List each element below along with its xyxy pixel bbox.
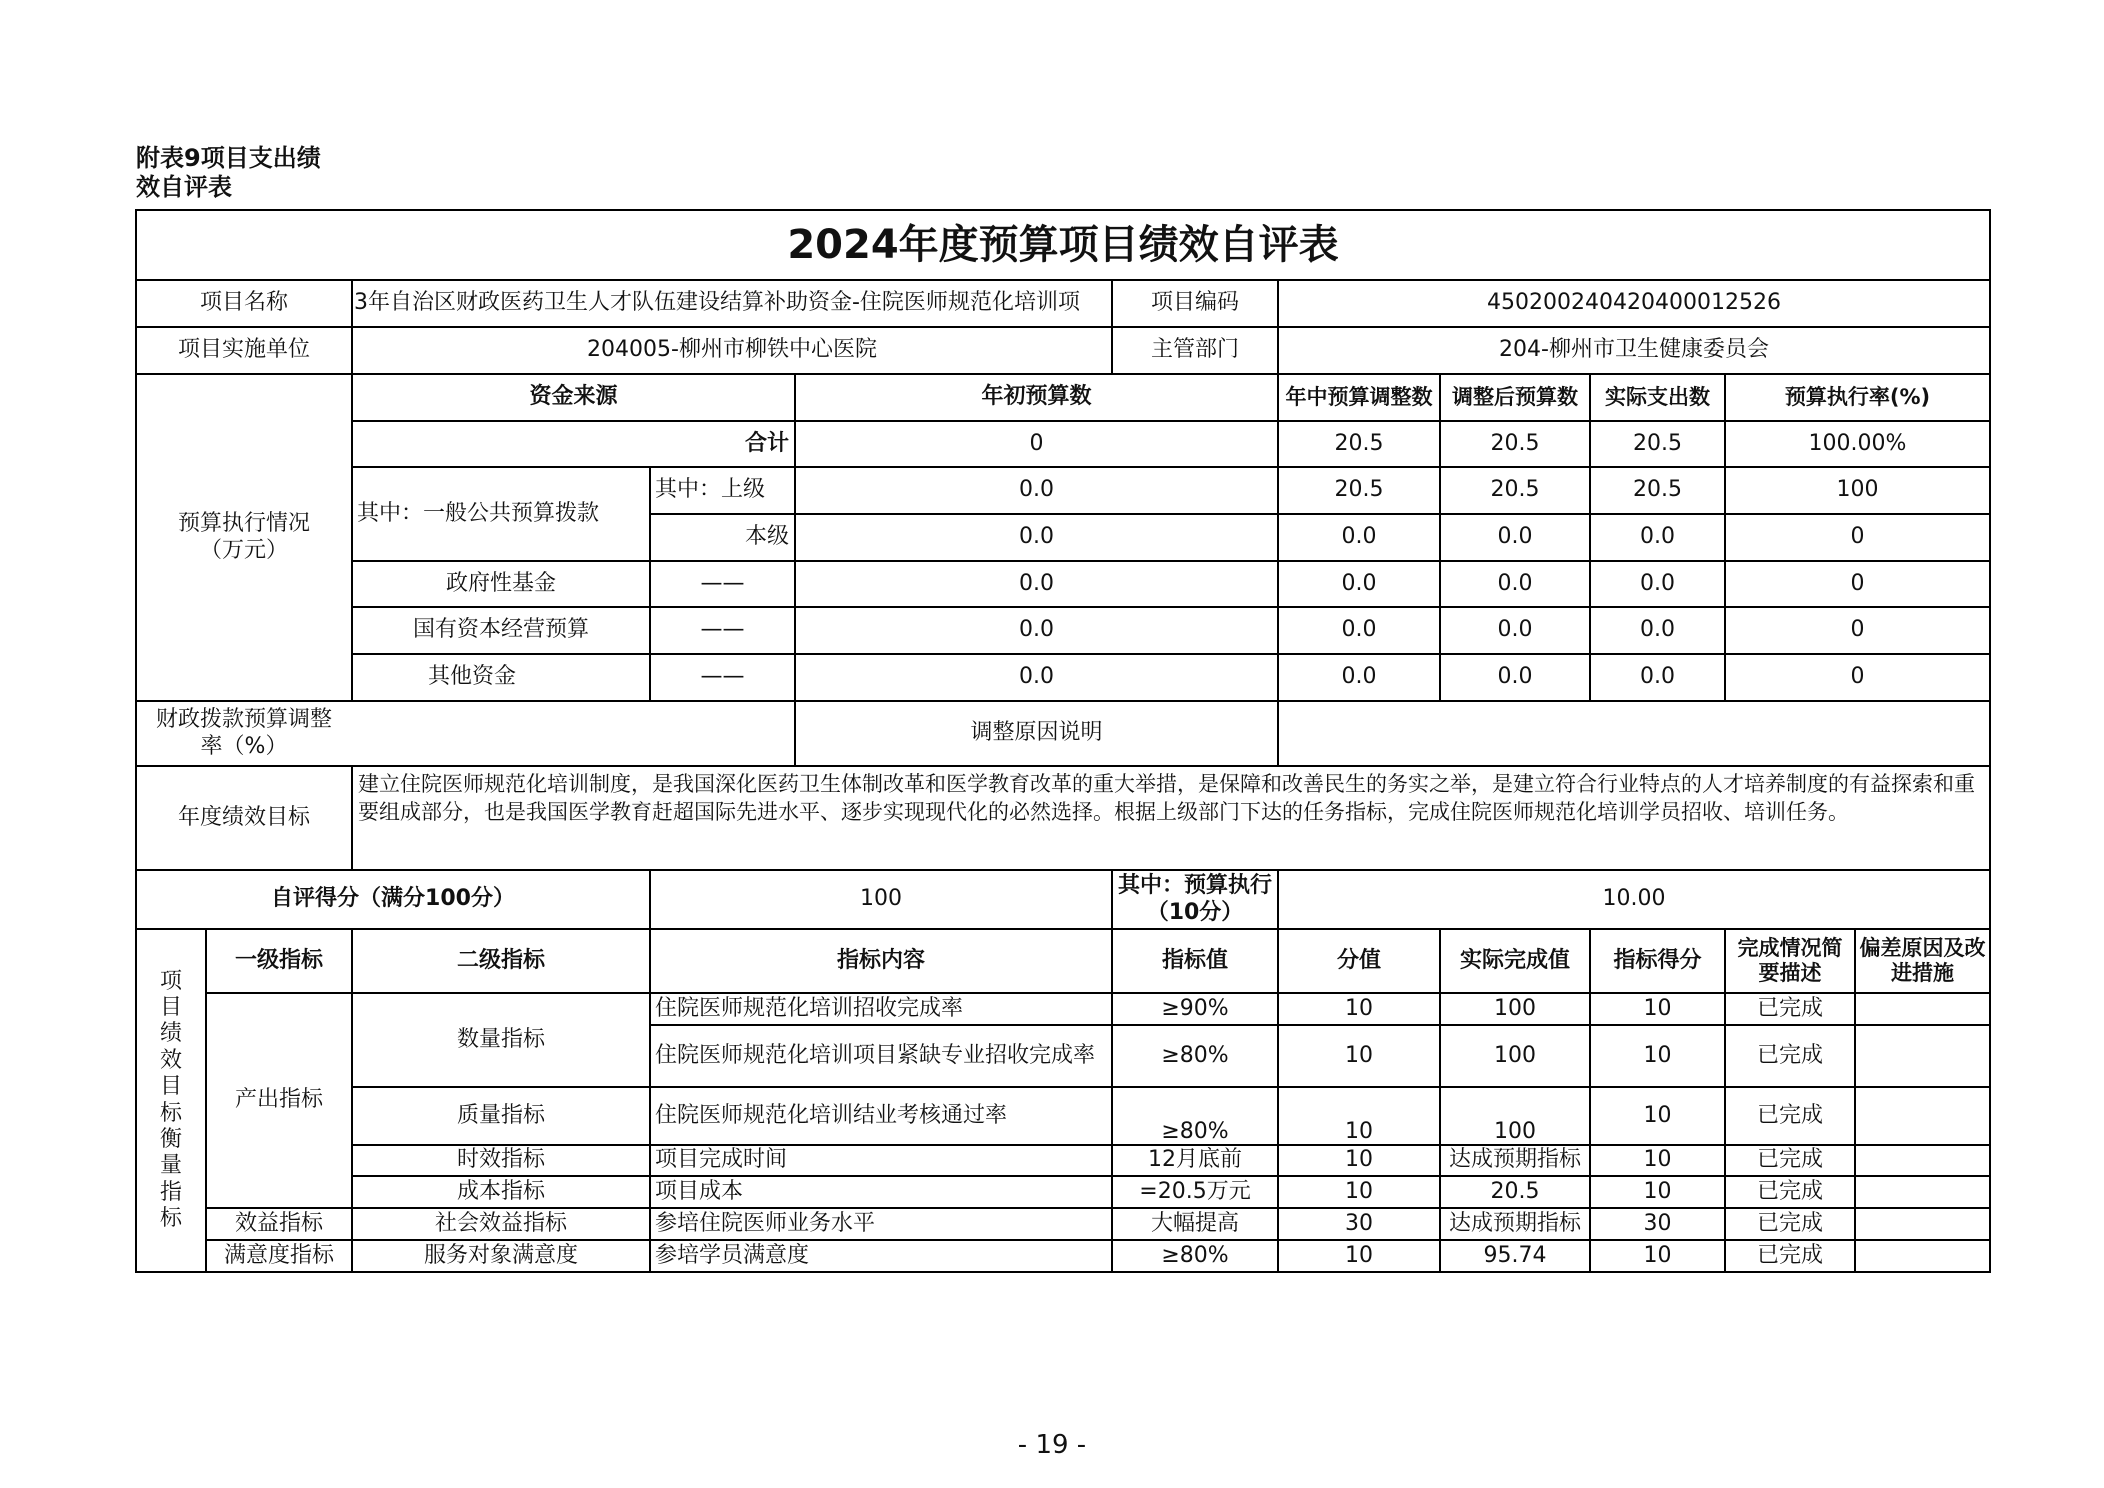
soe-after: 0.0 xyxy=(1497,617,1533,643)
ind-header-target: 指标值 xyxy=(1161,947,1228,973)
header-actual: 实际支出数 xyxy=(1605,384,1710,409)
dept-value: 204-柳州市卫生健康委员会 xyxy=(1499,337,1769,363)
ind-row-status: 已完成 xyxy=(1756,1210,1823,1236)
project-name-value: 3年自治区财政医药卫生人才队伍建设结算补助资金-住院医师规范化培训项 xyxy=(354,290,1080,316)
ind-row-status: 已完成 xyxy=(1756,1102,1823,1128)
ind-row-level2: 社会效益指标 xyxy=(434,1210,567,1236)
header-rate: 预算执行率(%) xyxy=(1784,384,1931,409)
ind-row-actual: 100 xyxy=(1494,1118,1536,1144)
ind-row-actual: 95.74 xyxy=(1483,1242,1547,1268)
ind-row-deviation xyxy=(1855,1145,1990,1176)
ind-row-content: 住院医师规范化培训招收完成率 xyxy=(655,995,964,1021)
unit-label: 项目实施单位 xyxy=(177,337,310,363)
other-dash: —— xyxy=(700,664,745,690)
gov-fund-initial: 0.0 xyxy=(1019,570,1054,596)
local-actual: 0.0 xyxy=(1640,524,1675,550)
soe-actual: 0.0 xyxy=(1640,617,1675,643)
project-code-value: 450200240420400012526 xyxy=(1487,290,1781,316)
gov-fund-mid: 0.0 xyxy=(1341,570,1377,596)
ind-row-actual: 100 xyxy=(1494,995,1536,1021)
ind-header-status: 完成情况简要描述 xyxy=(1737,935,1843,985)
local-initial: 0.0 xyxy=(1019,524,1054,550)
header-after-adjust: 调整后预算数 xyxy=(1452,384,1578,409)
ind-row-score: 10 xyxy=(1643,1242,1672,1268)
ind-row-level2: 成本指标 xyxy=(456,1178,545,1204)
local-after: 0.0 xyxy=(1497,524,1533,550)
ind-row-content: 参培住院医师业务水平 xyxy=(655,1210,876,1236)
ind-row-actual: 100 xyxy=(1494,1042,1536,1068)
gov-fund-label: 政府性基金 xyxy=(445,570,556,596)
ind-row-weight: 30 xyxy=(1345,1210,1373,1236)
ind-row-actual: 达成预期指标 xyxy=(1448,1147,1581,1173)
soe-label: 国有资本经营预算 xyxy=(412,617,589,643)
budget-section-label xyxy=(136,374,352,701)
soe-mid: 0.0 xyxy=(1341,617,1377,643)
ind-header-level2: 二级指标 xyxy=(456,947,545,973)
adjust-reason-value xyxy=(1278,701,1990,766)
local-label: 本级 xyxy=(744,524,789,550)
ind-row-status: 已完成 xyxy=(1756,1242,1823,1268)
ind-row-weight: 10 xyxy=(1345,1118,1373,1144)
score-label: 自评得分（满分100分） xyxy=(271,886,515,912)
ind-row-weight: 10 xyxy=(1345,995,1373,1021)
ind-header-deviation: 偏差原因及改进措施 xyxy=(1859,935,1986,985)
ind-row-score: 10 xyxy=(1643,995,1672,1021)
ind-row-actual: 达成预期指标 xyxy=(1448,1210,1581,1236)
ind-row-level1: 满意度指标 xyxy=(223,1242,334,1268)
ind-row-target: ≥80% xyxy=(1161,1042,1229,1068)
page-number: - 19 - xyxy=(1017,1430,1087,1460)
unit-value: 204005-柳州市柳铁中心医院 xyxy=(587,337,877,363)
upper-actual: 20.5 xyxy=(1633,477,1682,503)
ind-row-content: 项目成本 xyxy=(655,1178,744,1204)
goal-label: 年度绩效目标 xyxy=(177,804,310,830)
attachment-title-line1: 附表9项目支出绩 xyxy=(136,144,321,172)
upper-initial: 0.0 xyxy=(1019,477,1054,503)
attachment-title-line2: 效自评表 xyxy=(136,173,232,201)
ind-row-content: 项目完成时间 xyxy=(655,1147,788,1173)
ind-row-target: ≥80% xyxy=(1161,1242,1229,1268)
ind-header-level1: 一级指标 xyxy=(234,947,323,973)
score-budget-label: 其中：预算执行（10分） xyxy=(1118,873,1273,925)
ind-row-status: 已完成 xyxy=(1756,995,1823,1021)
indicators-side-label: 项目绩效目标衡量指标 xyxy=(159,968,182,1232)
ind-row-target: =20.5万元 xyxy=(1139,1178,1251,1204)
ind-row-content: 参培学员满意度 xyxy=(655,1242,810,1268)
ind-row-weight: 10 xyxy=(1345,1042,1373,1068)
budget-section-label-line2: （万元） xyxy=(199,537,288,563)
adjust-rate-value xyxy=(352,701,795,766)
ind-row-level1: 效益指标 xyxy=(234,1210,323,1236)
ind-row-status: 已完成 xyxy=(1756,1178,1823,1204)
total-after: 20.5 xyxy=(1490,430,1540,456)
ind-row-score: 10 xyxy=(1643,1102,1672,1128)
gov-fund-rate: 0 xyxy=(1850,570,1865,596)
ind-row-content: 住院医师规范化培训项目紧缺专业招收完成率 xyxy=(655,1042,1096,1068)
ind-row-deviation xyxy=(1855,1208,1990,1240)
total-actual: 20.5 xyxy=(1633,430,1682,456)
upper-after: 20.5 xyxy=(1490,477,1540,503)
ind-row-weight: 10 xyxy=(1345,1178,1373,1204)
score-value: 100 xyxy=(860,886,902,912)
other-rate: 0 xyxy=(1850,664,1865,690)
ind-header-actual: 实际完成值 xyxy=(1459,947,1570,973)
upper-mid: 20.5 xyxy=(1334,477,1384,503)
general-budget-label: 其中：一般公共预算拨款 xyxy=(357,500,600,526)
local-rate: 0 xyxy=(1850,524,1865,550)
ind-row-level2: 质量指标 xyxy=(456,1102,545,1128)
ind-row-score: 30 xyxy=(1643,1210,1672,1236)
ind-row-target: ≥90% xyxy=(1161,995,1229,1021)
local-mid: 0.0 xyxy=(1341,524,1377,550)
other-label: 其他资金 xyxy=(427,664,516,690)
gov-fund-actual: 0.0 xyxy=(1640,570,1675,596)
total-mid: 20.5 xyxy=(1334,430,1384,456)
total-rate: 100.00% xyxy=(1808,430,1907,456)
ind-row-content: 住院医师规范化培训结业考核通过率 xyxy=(655,1102,1008,1128)
ind-row-score: 10 xyxy=(1643,1042,1672,1068)
other-after: 0.0 xyxy=(1497,664,1533,690)
goal-text: 建立住院医师规范化培训制度，是我国深化医药卫生体制改革和医学教育改革的重大举措，是保障和改善民生的务实之举，是建立符合行业特点的人才培养制度的有益探索和重要组成部分，也是我国医学教育赶超国际先进水平、逐步实现现代化的必然选择。根据上级部门下达的任务指标，完成住院医师规范化培训学员招收、培训任务。 xyxy=(358,772,1975,825)
ind-row-deviation xyxy=(1855,1025,1990,1087)
quantity-indicator-label: 数量指标 xyxy=(456,1026,545,1052)
header-source: 资金来源 xyxy=(529,384,618,410)
dept-label: 主管部门 xyxy=(1150,337,1239,363)
other-initial: 0.0 xyxy=(1019,664,1054,690)
ind-row-target: 12月底前 xyxy=(1148,1147,1242,1173)
ind-row-deviation xyxy=(1855,1240,1990,1272)
project-name-label: 项目名称 xyxy=(199,290,288,316)
ind-row-target: ≥80% xyxy=(1161,1118,1229,1144)
total-label: 合计 xyxy=(744,430,789,456)
output-indicator-label: 产出指标 xyxy=(234,1087,323,1113)
ind-row-status: 已完成 xyxy=(1756,1042,1823,1068)
adjust-reason-label: 调整原因说明 xyxy=(970,720,1103,746)
total-initial: 0 xyxy=(1029,430,1044,456)
score-budget-value: 10.00 xyxy=(1602,886,1666,912)
gov-fund-dash: —— xyxy=(700,570,745,596)
soe-initial: 0.0 xyxy=(1019,617,1054,643)
other-mid: 0.0 xyxy=(1341,664,1377,690)
ind-row-deviation xyxy=(1855,1087,1990,1145)
ind-row-score: 10 xyxy=(1643,1147,1672,1173)
ind-row-status: 已完成 xyxy=(1756,1147,1823,1173)
soe-dash: —— xyxy=(700,617,745,643)
ind-header-content: 指标内容 xyxy=(836,947,925,973)
ind-row-level2: 时效指标 xyxy=(456,1147,545,1173)
ind-row-actual: 20.5 xyxy=(1490,1178,1540,1204)
ind-row-deviation xyxy=(1855,993,1990,1025)
upper-rate: 100 xyxy=(1836,477,1879,503)
ind-header-weight: 分值 xyxy=(1336,947,1381,973)
ind-header-score: 指标得分 xyxy=(1613,947,1702,973)
table-title: 2024年度预算项目绩效自评表 xyxy=(787,222,1339,268)
header-mid-adjust: 年中预算调整数 xyxy=(1285,384,1433,409)
soe-rate: 0 xyxy=(1850,617,1865,643)
ind-row-weight: 10 xyxy=(1345,1147,1373,1173)
ind-row-level2: 服务对象满意度 xyxy=(423,1242,578,1268)
adjust-rate-label: 财政拨款预算调整率（%） xyxy=(155,707,332,759)
ind-row-weight: 10 xyxy=(1345,1242,1373,1268)
other-actual: 0.0 xyxy=(1640,664,1675,690)
ind-row-score: 10 xyxy=(1643,1178,1672,1204)
header-initial: 年初预算数 xyxy=(981,384,1092,410)
budget-section-label-line1: 预算执行情况 xyxy=(177,511,310,537)
project-code-label: 项目编码 xyxy=(1150,290,1239,316)
upper-label: 其中：上级 xyxy=(655,477,766,503)
gov-fund-after: 0.0 xyxy=(1497,570,1533,596)
ind-row-deviation xyxy=(1855,1176,1990,1208)
ind-row-target: 大幅提高 xyxy=(1150,1210,1239,1236)
